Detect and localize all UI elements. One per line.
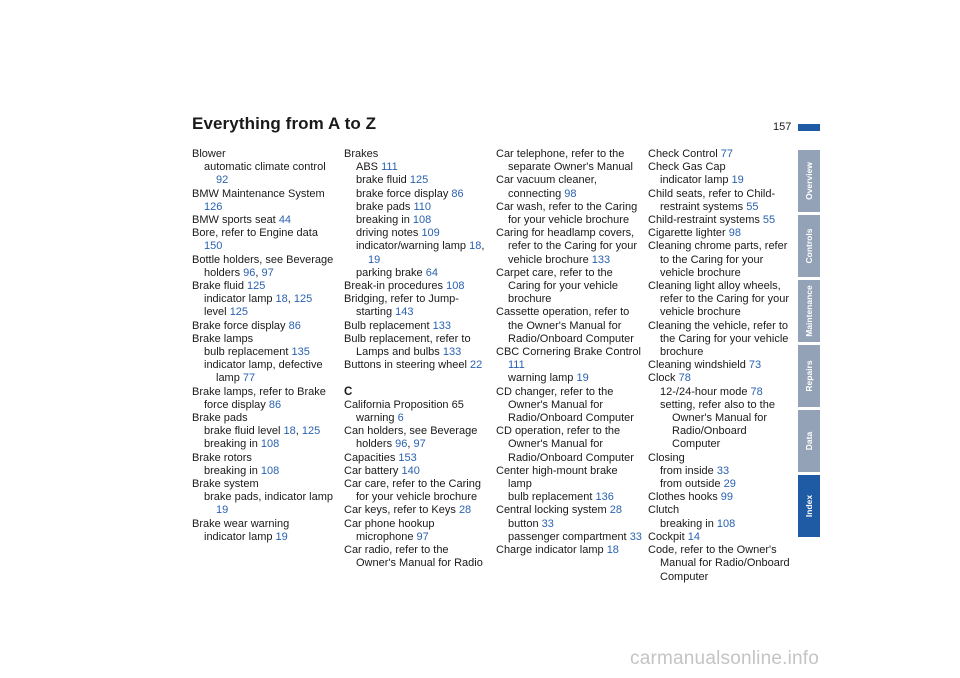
- index-entry: [192, 452, 338, 465]
- page-reference-link[interactable]: 98: [564, 187, 577, 200]
- index-entry: [192, 518, 338, 531]
- page-reference-link[interactable]: 33: [716, 464, 730, 477]
- page-reference-link[interactable]: 14: [687, 530, 700, 543]
- index-entry: [648, 161, 794, 174]
- page-reference-link[interactable]: 55: [746, 200, 759, 213]
- entry-text: Carpet care, refer to the Caring for your vehicle brochure: [496, 266, 619, 306]
- index-entry: [648, 280, 794, 320]
- index-entry: [344, 359, 490, 372]
- entry-text: Cassette operation, refer to the Owner's Manual for Radio/Onboard Computer: [496, 306, 634, 345]
- index-subentry: [648, 174, 794, 187]
- index-entry: [344, 478, 490, 504]
- index-subentry: [344, 267, 490, 280]
- index-subentry: [496, 372, 642, 385]
- page-reference-link[interactable]: 111: [508, 359, 525, 372]
- index-entry: [496, 227, 642, 267]
- index-column-1: [192, 148, 338, 544]
- page-reference-link[interactable]: 125: [409, 174, 429, 187]
- entry-text: Car battery: [344, 464, 399, 477]
- index-subentry: [648, 478, 794, 491]
- page-reference-link[interactable]: 108: [260, 438, 280, 451]
- entry-text: Check Control: [648, 148, 718, 160]
- index-subentry: [192, 491, 338, 517]
- entry-text: CD operation, refer to the Owner's Manual for Radio/Onboard Computer: [496, 425, 634, 464]
- entry-text: Child-restraint systems: [648, 214, 760, 227]
- page-reference-link[interactable]: 125: [293, 293, 313, 306]
- entry-text: CBC Cornering Brake Control: [496, 346, 641, 359]
- page-reference-link[interactable]: 18: [283, 425, 296, 438]
- index-entry: [648, 531, 794, 544]
- index-entry: [496, 346, 642, 372]
- page-reference-link[interactable]: 125: [301, 425, 321, 438]
- page-reference-link[interactable]: 64: [425, 266, 438, 279]
- page-reference-link[interactable]: 140: [401, 464, 420, 477]
- index-entry: [496, 504, 642, 517]
- index-entry: [344, 465, 490, 478]
- index-entry: [344, 504, 490, 517]
- index-entry: [344, 518, 490, 544]
- index-column-4: [648, 148, 794, 584]
- entry-text: Capacities: [344, 451, 396, 464]
- index-entry: [648, 544, 794, 584]
- entry-text: Cleaning chrome parts, refer to the Caring for your vehicle brochure: [648, 240, 788, 279]
- page-reference-link[interactable]: 19: [216, 504, 229, 517]
- page-reference-link[interactable]: 97: [261, 266, 274, 279]
- page-reference-link[interactable]: 19: [576, 372, 589, 385]
- index-entry: [192, 214, 338, 227]
- entry-text: Brake lamps: [192, 332, 254, 345]
- index-entry: [648, 491, 794, 504]
- entry-text: breaking in: [204, 438, 258, 451]
- entry-text: brake fluid level: [204, 425, 281, 438]
- index-entry: [192, 280, 338, 293]
- tab-label: Repairs: [804, 360, 814, 392]
- tab-label: Maintenance: [804, 285, 814, 337]
- index-entry: Bottle holders, see Beverage holders 96, 97: [192, 253, 334, 279]
- tab-maintenance[interactable]: [798, 280, 820, 342]
- entry-text: Caring for headlamp covers, refer to the Caring for your vehicle brochure: [496, 227, 638, 266]
- index-entry: [192, 412, 338, 425]
- entry-text: driving notes: [356, 227, 419, 240]
- index-subentry: [496, 491, 642, 504]
- entry-text: Car vacuum cleaner, connecting: [496, 174, 597, 200]
- index-entry: [344, 544, 490, 570]
- entry-text: Brake wear warning: [192, 517, 290, 530]
- entry-text: level: [204, 306, 227, 319]
- index-entry: [344, 333, 490, 359]
- entry-text: brake force display: [356, 187, 449, 200]
- entry-text: Child seats, refer to Child-restraint systems: [648, 187, 776, 213]
- index-entry: [496, 174, 642, 200]
- page-reference-link[interactable]: 55: [762, 214, 776, 227]
- entry-text: ABS: [356, 161, 379, 174]
- index-subentry: [648, 386, 794, 399]
- page-reference-link[interactable]: 136: [595, 491, 614, 504]
- index-entry: [344, 452, 490, 465]
- index-subentry: [648, 518, 794, 531]
- entry-text: Charge indicator lamp: [496, 544, 604, 557]
- entry-text: Central locking system: [496, 504, 607, 517]
- index-subentry: [344, 188, 490, 201]
- page-reference-link[interactable]: 97: [416, 530, 429, 543]
- index-subentry: [344, 227, 490, 240]
- index-subentry: [192, 359, 338, 385]
- entry-text: Bore, refer to Engine data: [192, 227, 318, 240]
- entry-text: Brake fluid: [192, 280, 244, 293]
- page-reference-link[interactable]: 111: [381, 161, 398, 174]
- index-entry: [192, 333, 338, 346]
- entry-text: Cigarette lighter: [648, 227, 726, 240]
- page-reference-link[interactable]: 33: [629, 530, 642, 543]
- entry-text: automatic climate control: [204, 161, 326, 174]
- tab-repairs[interactable]: [798, 345, 820, 407]
- page-reference-link[interactable]: 96: [395, 438, 408, 451]
- entry-text: button: [508, 517, 539, 530]
- page-reference-link[interactable]: 99: [720, 491, 734, 504]
- tab-label: Data: [804, 431, 814, 451]
- section-tabs: [798, 150, 820, 540]
- entry-text: brake pads, indicator lamp: [204, 491, 334, 504]
- page-reference-link[interactable]: 86: [451, 187, 464, 200]
- page-reference-link[interactable]: 92: [216, 174, 229, 187]
- page-reference-link[interactable]: 126: [204, 200, 223, 213]
- page-reference-link[interactable]: 108: [412, 214, 432, 227]
- entry-text: Brake lamps, refer to Brake force display: [192, 385, 326, 411]
- entry-text: Code, refer to the Owner's Manual for Radio/Onboard Computer: [648, 544, 790, 583]
- entry-text: Bulb replacement, refer to Lamps and bulbs: [344, 332, 471, 359]
- entry-text: indicator lamp, defective lamp: [204, 359, 323, 385]
- page-reference-link[interactable]: 19: [731, 174, 744, 187]
- entry-text: Car wash, refer to the Caring for your vehicle brochure: [496, 200, 638, 227]
- page-number: 157: [773, 121, 792, 133]
- entry-text: Closing: [648, 451, 685, 464]
- entry-text: BMW Maintenance System: [192, 187, 325, 200]
- index-entry: [192, 188, 338, 214]
- index-entry: [344, 399, 490, 425]
- entry-text: from outside: [660, 478, 721, 491]
- page-reference-link[interactable]: 108: [260, 464, 280, 477]
- entry-text: breaking in: [356, 214, 410, 227]
- index-entry: [496, 148, 642, 174]
- index-subentry: [344, 201, 490, 214]
- entry-text: BMW sports seat: [192, 214, 276, 227]
- tab-controls[interactable]: [798, 215, 820, 277]
- entry-text: Bulb replacement: [344, 319, 430, 332]
- entry-text: Cleaning light alloy wheels, refer to the Caring for your vehicle brochure: [648, 280, 790, 319]
- index-subentry: [192, 465, 338, 478]
- page-reference-link[interactable]: 19: [275, 530, 288, 543]
- index-subentry: [192, 306, 338, 319]
- index-entry: [496, 425, 642, 465]
- entry-text: bulb replacement: [508, 491, 593, 504]
- index-subentry: [192, 438, 338, 451]
- tab-index[interactable]: [798, 475, 820, 537]
- entry-text: passenger compartment: [508, 530, 627, 543]
- entry-text: Car telephone, refer to the separate Owner's Manual: [496, 148, 633, 174]
- page-reference-link[interactable]: 18: [469, 240, 482, 253]
- index-entry: [496, 201, 642, 227]
- entry-text: Clothes hooks: [648, 491, 718, 504]
- index-entry: [496, 386, 642, 426]
- entry-text: Bottle holders, see Beverage holders: [192, 253, 334, 279]
- index-entry: [496, 267, 642, 307]
- index-entry: [648, 148, 794, 161]
- entry-text: Blower: [192, 148, 226, 160]
- index-entry: [496, 544, 642, 557]
- index-entry: [344, 148, 490, 161]
- entry-text: Car radio, refer to the Owner's Manual for Radio: [344, 544, 483, 570]
- entry-text: indicator lamp: [204, 530, 273, 543]
- index-entry: [496, 306, 642, 346]
- entry-text: from inside: [660, 464, 714, 477]
- index-subentry: [496, 531, 642, 544]
- index-column-2: [344, 148, 490, 570]
- index-entry: [648, 240, 794, 280]
- entry-text: bulb replacement: [204, 346, 289, 359]
- entry-text: parking brake: [356, 266, 423, 279]
- entry-text: Brake system: [192, 478, 259, 491]
- entry-text: breaking in: [204, 464, 258, 477]
- entry-text: breaking in: [660, 517, 714, 530]
- entry-text: C: [344, 385, 353, 398]
- page-reference-link[interactable]: 73: [748, 359, 762, 372]
- page-reference-link[interactable]: 28: [609, 504, 622, 517]
- index-entry: [648, 188, 794, 214]
- index-entry: [192, 320, 338, 333]
- page-reference-link[interactable]: 28: [458, 504, 472, 517]
- page-reference-link[interactable]: 133: [591, 253, 611, 266]
- tab-label: Index: [804, 494, 814, 518]
- index-entry: [192, 386, 338, 412]
- entry-text: warning lamp: [508, 372, 574, 385]
- entry-text: brake fluid: [356, 174, 407, 187]
- entry-text: California Proposition 65 warning: [344, 398, 464, 425]
- index-entry: [344, 280, 490, 293]
- entry-text: Car care, refer to the Caring for your vehicle brochure: [344, 478, 481, 504]
- page-reference-link[interactable]: 125: [247, 280, 266, 293]
- index-subentry: [648, 465, 794, 478]
- tab-label: Controls: [804, 228, 814, 264]
- entry-text: Brakes: [344, 148, 379, 160]
- entry-text: Buttons in steering wheel: [344, 359, 467, 372]
- index-entry: [648, 320, 794, 360]
- page-title: Everything from A to Z: [192, 114, 377, 133]
- entry-text: Brake force display: [192, 319, 286, 332]
- index-subentry: [344, 214, 490, 227]
- index-entry: [192, 478, 338, 491]
- entry-text: Brake pads: [192, 412, 248, 425]
- page-reference-link[interactable]: 18: [606, 544, 619, 557]
- page-reference-link[interactable]: 78: [678, 372, 691, 385]
- index-subentry: [192, 346, 338, 359]
- tab-label: Overview: [804, 162, 814, 200]
- index-entry: [648, 452, 794, 465]
- entry-text: Center high-mount brake lamp: [496, 464, 618, 491]
- page-reference-link[interactable]: 133: [432, 319, 452, 332]
- index-entry: [648, 214, 794, 227]
- page-reference-link[interactable]: 110: [413, 200, 432, 213]
- page-reference-link[interactable]: 29: [723, 478, 736, 491]
- entry-text: Check Gas Cap: [648, 161, 726, 174]
- page-reference-link[interactable]: 33: [541, 517, 554, 530]
- page-reference-link[interactable]: 108: [446, 280, 465, 293]
- page-reference-link[interactable]: 153: [398, 451, 417, 464]
- entry-text: Can holders, see Beverage holders: [344, 425, 478, 451]
- entry-text: 12-/24-hour mode: [660, 385, 748, 398]
- index-subentry: [648, 399, 794, 452]
- index-subentry: [496, 518, 642, 531]
- page-reference-link[interactable]: 125: [229, 306, 249, 319]
- page-reference-link[interactable]: 109: [421, 227, 440, 240]
- index-entry: [648, 504, 794, 517]
- entry-text: Car keys, refer to Keys: [344, 504, 456, 517]
- entry-text: setting, refer also to the Owner's Manual for Radio/Onboard Computer: [660, 398, 775, 451]
- entry-text: Bridging, refer to Jump-starting: [344, 293, 459, 319]
- entry-text: Clutch: [648, 504, 680, 517]
- index-column-3: [496, 148, 642, 557]
- entry-text: Cleaning windshield: [648, 359, 746, 372]
- page-reference-link[interactable]: 86: [268, 398, 282, 411]
- index-entry: [496, 465, 642, 491]
- page-reference-link[interactable]: 44: [278, 214, 292, 227]
- index-entry: [648, 372, 794, 385]
- index-entry: [192, 148, 338, 161]
- page-reference-link[interactable]: 19: [368, 253, 381, 266]
- index-subentry: [344, 161, 490, 174]
- watermark: carmanualsonline.info: [630, 648, 820, 669]
- page-number-bar: [798, 124, 820, 131]
- page-reference-link[interactable]: 18: [275, 293, 288, 306]
- index-subentry: [192, 161, 338, 187]
- entry-text: Cockpit: [648, 530, 685, 543]
- page-reference-link[interactable]: 143: [395, 306, 414, 319]
- entry-text: Break-in procedures: [344, 280, 444, 293]
- index-entry: [344, 372, 490, 385]
- page-reference-link[interactable]: 108: [716, 517, 736, 530]
- index-letter-heading: [344, 386, 490, 399]
- page-reference-link[interactable]: 78: [750, 385, 763, 398]
- page-reference-link[interactable]: 97: [413, 438, 426, 451]
- page-reference-link[interactable]: 135: [291, 346, 310, 359]
- entry-text: Clock: [648, 372, 676, 385]
- index-entry: [344, 320, 490, 333]
- page-reference-link[interactable]: 86: [288, 319, 301, 332]
- index-entry: [648, 359, 794, 372]
- entry-text: indicator lamp: [660, 174, 729, 187]
- page-reference-link[interactable]: 133: [442, 346, 462, 359]
- index-entry: Can holders, see Beverage holders 96, 97: [344, 425, 478, 451]
- page-reference-link[interactable]: 77: [242, 372, 256, 385]
- index-subentry: [344, 174, 490, 187]
- entry-text: Brake rotors: [192, 451, 252, 464]
- index-subentry: [192, 531, 338, 544]
- entry-text: indicator/warning lamp: [356, 240, 467, 253]
- tab-overview[interactable]: [798, 150, 820, 212]
- page-reference-link[interactable]: 22: [469, 359, 483, 372]
- index-entry: [192, 227, 338, 253]
- page-reference-link[interactable]: 98: [728, 227, 741, 240]
- index-subentry: indicator lamp 18, 125: [204, 293, 313, 306]
- entry-text: brake pads: [356, 200, 411, 213]
- tab-data[interactable]: [798, 410, 820, 472]
- index-subentry: indicator/warning lamp 18, 19: [356, 240, 485, 266]
- page-reference-link[interactable]: 6: [397, 412, 404, 425]
- page-reference-link[interactable]: 150: [204, 240, 223, 253]
- index-entry: [648, 227, 794, 240]
- entry-text: indicator lamp: [204, 293, 273, 306]
- entry-text: Cleaning the vehicle, refer to the Caring for your vehicle brochure: [648, 319, 789, 359]
- page-reference-link[interactable]: 96: [243, 266, 256, 279]
- page-reference-link[interactable]: 77: [720, 148, 734, 160]
- entry-text: CD changer, refer to the Owner's Manual for Radio/Onboard Computer: [496, 385, 634, 425]
- index-entry: [344, 293, 490, 319]
- entry-text: Car phone hookup microphone: [344, 517, 435, 543]
- index-subentry: brake fluid level 18, 125: [204, 425, 321, 438]
